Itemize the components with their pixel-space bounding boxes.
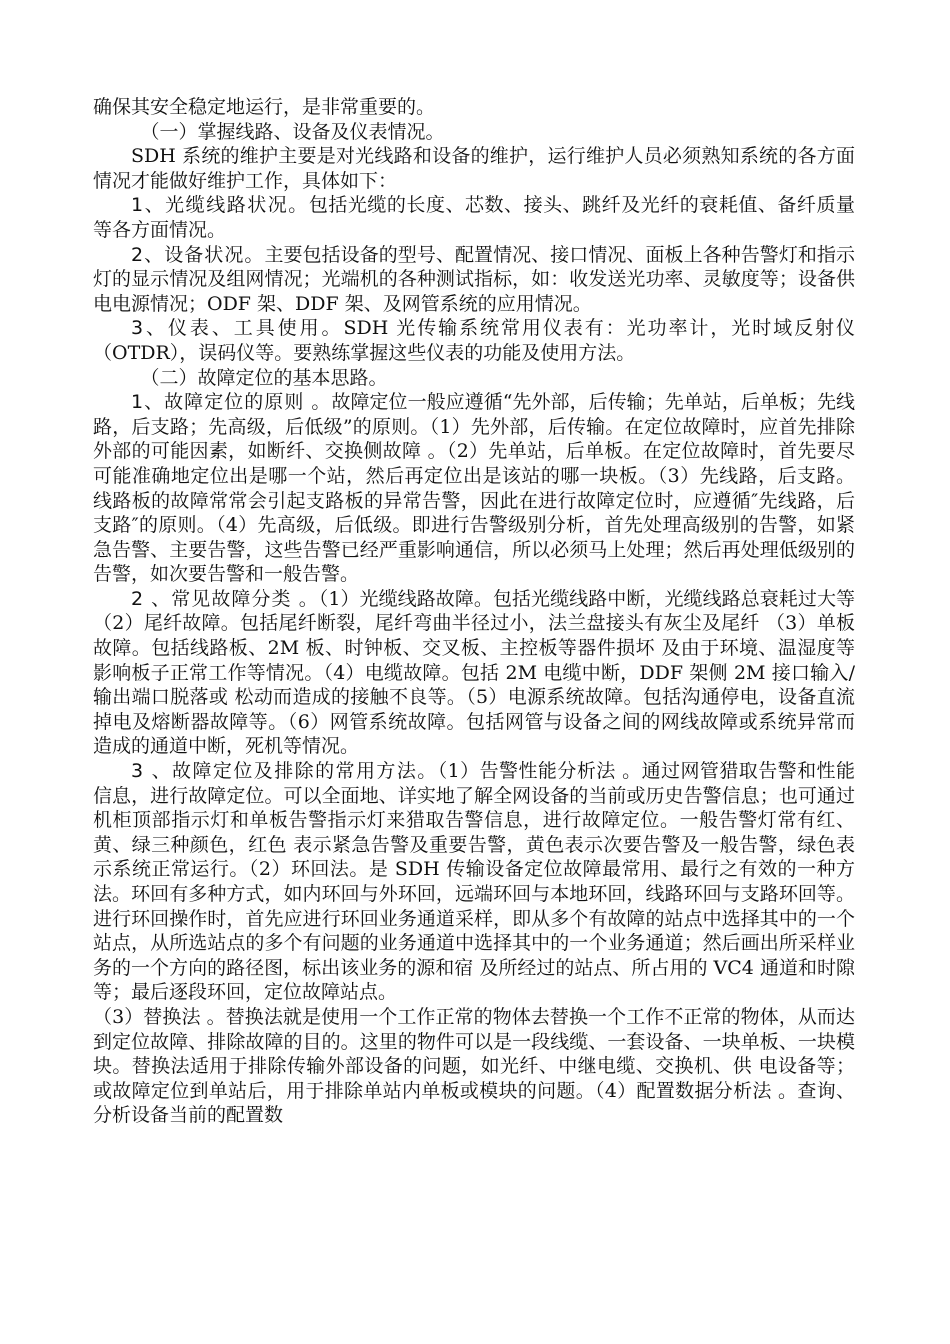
principle-lead: 1、故障定位的原则 。 (131, 391, 332, 414)
principle-paragraph (93, 390, 855, 587)
item-1-paragraph (93, 193, 855, 242)
fault-types-paragraph (93, 587, 855, 759)
item-3-paragraph (93, 316, 855, 365)
section-2-heading: （二）故障定位的基本思路。 (140, 366, 388, 389)
replacement-paragraph: （3）替换法 。替换法就是使用一个工作正常的物体去替换一个工作不正常的物体，从而达到定位故障、排除故障的目的。这里的物件可以是一段线缆、一套设备、一块单板、一块模块。替换法适用于排除传输外部设备的问题，如光纤、中继电缆、交换机、供 电设备等；或故障定位到单站后，用于排除单站内单板或模块的问题。（4）配置数据分析法 。查询、分析设备当前的配置数 (93, 1005, 855, 1127)
section-1-heading: （一）掌握线路、设备及仪表情况。 (140, 120, 445, 143)
section-1-paragraph: SDH 系统的维护主要是对光线路和设备的维护，运行维护人员必须熟知系统的各方面情况才能做好维护工作，具体如下： (93, 145, 855, 192)
methods-body: （1）告警性能分析法 。通过网管猎取告警和性能信息，进行故障定位。可以全面地、详实地了解全网设备的当前或历史告警信息；也可通过机柜顶部指示灯和单板告警指示灯来猎取告警信息，进行故障定位。一般告警灯常有红、黄、绿三种颜色，红色 表示紧急告警及重要告警，黄色表示次要告警及一般告警，绿色表示系统正常运行。（2）环回法。是 SDH 传输设备定位故障最常用、最行之有效的一种方法。环回有多种方式，如内环回与外环回，远端环回与本地环回，线路环回与支路环回等。进行环回操作时，首先应进行环回业务通道采样，即从多个有故障的站点中选择其中的一个站点，从所选站点的多个有问题的业务通道中选择其中的一个业务通道；然后画出所采样业务的一个方向的路径图，标出该业务的源和宿 及所经过的站点、所占用的 VC4 通道和时隙等；最后逐段环回，定位故障站点。 (93, 760, 855, 1004)
fault-types-body: （1）光缆线路故障。包括光缆线路中断，光缆线路总衰耗过大等（2）尾纤故障。包括尾纤断裂，尾纤弯曲半径过小，法兰盘接头有灰尘及尾纤 （3）单板故障。包括线路板、2M 板、时钟板、交叉板、主控板等器件损坏 及由于环境、温湿度等影响板子正常工作等情况。（4）电缆故障。包括 2M 电缆中断，DDF 架侧 2M 接口输入/输出端口脱落或 松动而造成的接触不良等。（5）电源系统故障。包括沟通停电，设备直流掉电及熔断器故障等。（6）网管系统故障。包括网管与设备之间的网线故障或系统异常而造成的通道中断，死机等情况。 (93, 587, 856, 758)
methods-lead: 3 、故障定位及排除的常用方法。 (131, 760, 438, 783)
item-2-lead: 2、设备状况。 (131, 243, 265, 266)
item-1-lead: 1、光缆线路状况。 (131, 194, 309, 217)
document-page (93, 95, 855, 1128)
item-2-paragraph (93, 243, 855, 317)
item-2-body: 主要包括设备的型号、配置情况、接口情况、面板上各种告警灯和指示灯的显示情况及组网情况；光端机的各种测试指标，如：收发送光功率、灵敏度等；设备供电电源情况；ODF 架、DDF 架、及网管系统的应用情况。 (93, 243, 855, 315)
methods-paragraph (93, 759, 855, 1005)
item-3-body: SDH 光传输系统常用仪表有：光功率计，光时域反射仪（OTDR），误码仪等。要熟练掌握这些仪表的功能及使用方法。 (93, 317, 855, 364)
fault-types-lead: 2 、常见故障分类 。 (131, 587, 319, 610)
intro-paragraph: 确保其安全稳定地运行，是非常重要的。 (93, 96, 436, 118)
principle-body: 故障定位一般应遵循“先外部，后传输；先单站，后单板；先线路，后支路；先高级，后低级”的原则。（1）先外部，后传输。在定位故障时，应首先排除外部的可能因素，如断纤、交换侧故障 。（2）先单站，后单板。在定位故障时，首先要尽可能准确地定位出是哪一个站，然后再定位出是该站的哪一块板。（3）先线路，后支路。线路板的故障常常会引起支路板的异常告警，因此在进行故障定位时，应遵循″先线路，后支路″的原则。（4）先高级，后低级。即进行告警级别分析，首先处理高级别的告警，如紧急告警、主要告警，这些告警已经严重影响通信，所以必须马上处理；然后再处理低级别的告警，如次要告警和一般告警。 (93, 391, 855, 586)
item-3-lead: 3、仪表、工具使用。 (131, 317, 344, 340)
item-1-body: 包括光缆的长度、芯数、接头、跳纤及光纤的衰耗值、备纤质量等各方面情况。 (93, 194, 855, 241)
